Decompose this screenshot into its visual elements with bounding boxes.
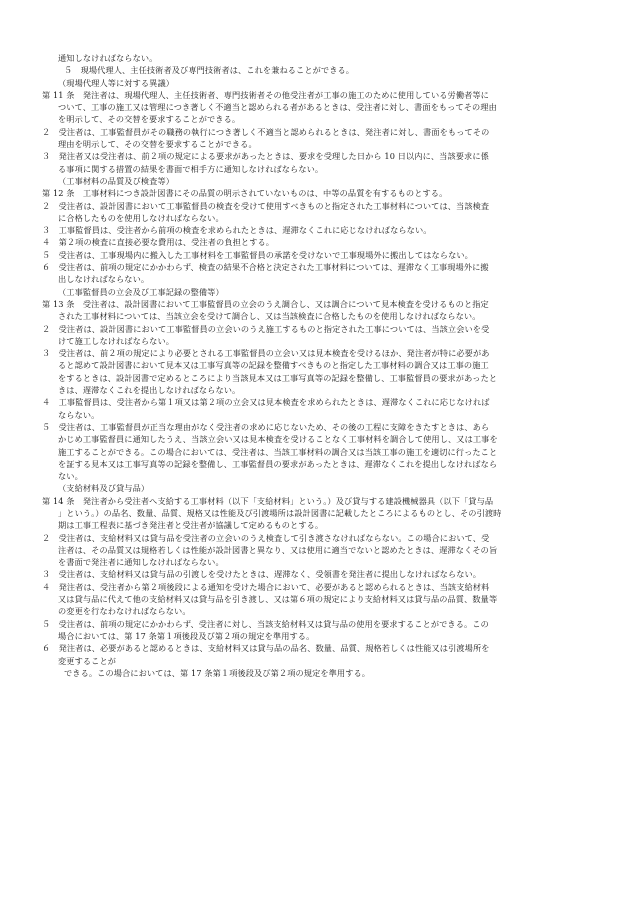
text-line: （現場代理人等に対する異議） [58, 77, 175, 88]
text-line: を書面で発注者に通知しなければならない。 [58, 557, 224, 568]
text-line: ５ 受注者は、工事監督員が正当な理由がなく受注者の求めに応じないため、その後の工程に支障をきたすときは、あら [42, 421, 490, 432]
text-line: ２ 受注者は、設計図書において工事監督員の検査を受けて使用すべきものと指定された工事材料については、当該検査 [42, 200, 490, 211]
text-line: ５ 受注者は、前項の規定にかかわらず、受注者に対し、当該支給材料又は貸与品の使用を要求することができる。この [42, 618, 489, 629]
text-line: に合格したものを使用しなければならない。 [58, 212, 224, 223]
text-line: ない。 [58, 471, 83, 482]
text-line: された工事材料については、当該立会を受けて調合し、又は当該検査に合格したものを使用しなければならない。 [58, 311, 481, 322]
text-line: ついて、工事の施工又は管理につき著しく不適当と認められる者があるときは、受注者に対し、書面をもってその理由 [58, 102, 497, 113]
text-line: ６ 受注者は、前項の規定にかかわらず、検査の結果不合格と決定された工事材料については、遅滞なく工事現場外に搬 [42, 262, 489, 273]
text-line: 変更することが [58, 655, 117, 666]
text-line: ６ 発注者は、必要があると認めるときは、支給材料又は貸与品の品名、数量、品質、規格若しくは性能又は引渡場所を [42, 643, 490, 654]
text-line: （支給材料及び貸与品） [58, 483, 150, 494]
text-line: ２ 受注者は、工事監督員がその職務の執行につき著しく不適当と認められるときは、発注者に対し、書面をもってその [42, 126, 490, 137]
text-line: きは、遅滞なくこれを提出しなければならない。 [58, 385, 241, 396]
text-line: できる。この場合においては、第 17 条第１項後段及び第２項の規定を準用する。 [64, 667, 371, 678]
text-line: 第 11 条 発注者は、現場代理人、主任技術者、専門技術者その他受注者が工事の施工のために使用している労働者等に [42, 89, 489, 100]
text-line: ４ 第２項の検査に直接必要な費用は、受注者の負担とする。 [42, 237, 275, 248]
text-line: けて施工しなければならない。 [58, 335, 175, 346]
text-line: をするときは、設計図書で定めるところにより当該見本又は工事写真等の記録を整備し、工事監督員の要求があったと [58, 372, 498, 383]
text-line: ５ 受注者は、工事現場内に搬入した工事材料を工事監督員の承諾を受けないで工事現場外に搬出してはならない。 [42, 249, 473, 260]
text-line: ２ 受注者は、設計図書において工事監督員の立会いのうえ施工するものと指定された工事については、当該立会いを受 [42, 323, 490, 334]
text-line: ならない。 [58, 409, 100, 420]
text-line: ２ 受注者は、支給材料又は貸与品を受注者の立会いのうえ検査して引き渡さなければならない。この場合において、受 [42, 532, 490, 543]
text-line: ３ 受注者は、前２項の規定により必要とされる工事監督員の立会い又は見本検査を受けるほか、発注者が特に必要があ [42, 348, 490, 359]
text-line: る事項に関する措置の結果を書面で相手方に通知しなければならない。 [58, 163, 324, 174]
text-line: 注者は、その品質又は規格若しくは性能が設計図書と異なり、又は使用に適当でないと認めたときは、遅滞なくその旨 [58, 544, 498, 555]
text-line: ４ 工事監督員は、受注者から第１項又は第２項の立会又は見本検査を求められたときは、遅滞なくこれに応じなければ [42, 397, 490, 408]
text-line: ３ 発注者又は受注者は、前２項の規定による要求があったときは、要求を受理した日から 10 日以内に、当該要求に係 [42, 151, 489, 162]
text-line: ３ 受注者は、支給材料又は貸与品の引渡しを受けたときは、遅滞なく、受領書を発注者に提出しなければならない。 [42, 569, 482, 580]
text-line: 第 12 条 工事材料につき設計図書にその品質の明示されていないものは、中等の品質を有するものとする。 [42, 188, 448, 199]
text-line: 施工することができる。この場合においては、受注者は、当該工事材料の調合又は当該工事の施工を適切に行ったこと [58, 446, 498, 457]
text-line: 出しなければならない。 [58, 274, 150, 285]
text-line: を明示して、その交替を要求することができる。 [58, 114, 241, 125]
text-line: 又は貸与品に代えて他の支給材料又は貸与品を引き渡し、又は第６項の規定により支給材料又は貸与品の品質、数量等 [58, 594, 498, 605]
text-line: ると認めて設計図書において見本又は工事写真等の記録を整備すべきものと指定した工事材料の調合又は工事の施工 [58, 360, 489, 371]
text-line: 第 14 条 発注者から受注者へ支給する工事材料（以下「支給材料」という。）及び貸与する建設機械器具（以下「貸与品 [42, 495, 494, 506]
text-line: 理由を明示して、その交替を要求することができる。 [58, 139, 257, 150]
text-line: 通知しなければならない。 [58, 53, 158, 63]
text-line: 期は工事工程表に基づき発注者と受注者が協議して定めるものとする。 [58, 520, 324, 531]
text-line: 場合においては、第 17 条第１項後段及び第２項の規定を準用する。 [58, 630, 315, 641]
text-line: ４ 発注者は、受注者から第２項後段による通知を受けた場合において、必要があると認められるときは、当該支給材料 [42, 581, 490, 592]
text-line: （工事監督員の立会及び工事記録の整備等） [58, 286, 224, 297]
text-line: ３ 工事監督員は、受注者から前項の検査を求められたときは、遅滞なくこれに応じなければならない。 [42, 225, 432, 236]
text-line: （工事材料の品質及び検査等） [58, 175, 175, 186]
text-line: を証する見本又は工事写真等の記録を整備し、工事監督員の要求があったときは、遅滞なくこれを提出しなければなら [58, 458, 498, 469]
text-line: かじめ工事監督員に通知したうえ、当該立会い又は見本検査を受けることなく工事材料を調合して使用し、又は工事を [58, 434, 498, 445]
text-line: ５ 現場代理人、主任技術者及び専門技術者は、これを兼ねることができる。 [64, 65, 355, 76]
text-line: の変更を行なわなければならない。 [58, 606, 191, 617]
text-line: 第 13 条 受注者は、設計図書において工事監督員の立会のうえ調合し、又は調合について見本検査を受けるものと指定 [42, 298, 489, 309]
text-line: 」という。）の品名、数量、品質、規格又は性能及び引渡場所は設計図書に記載したところによるものとし、その引渡時 [58, 507, 502, 518]
